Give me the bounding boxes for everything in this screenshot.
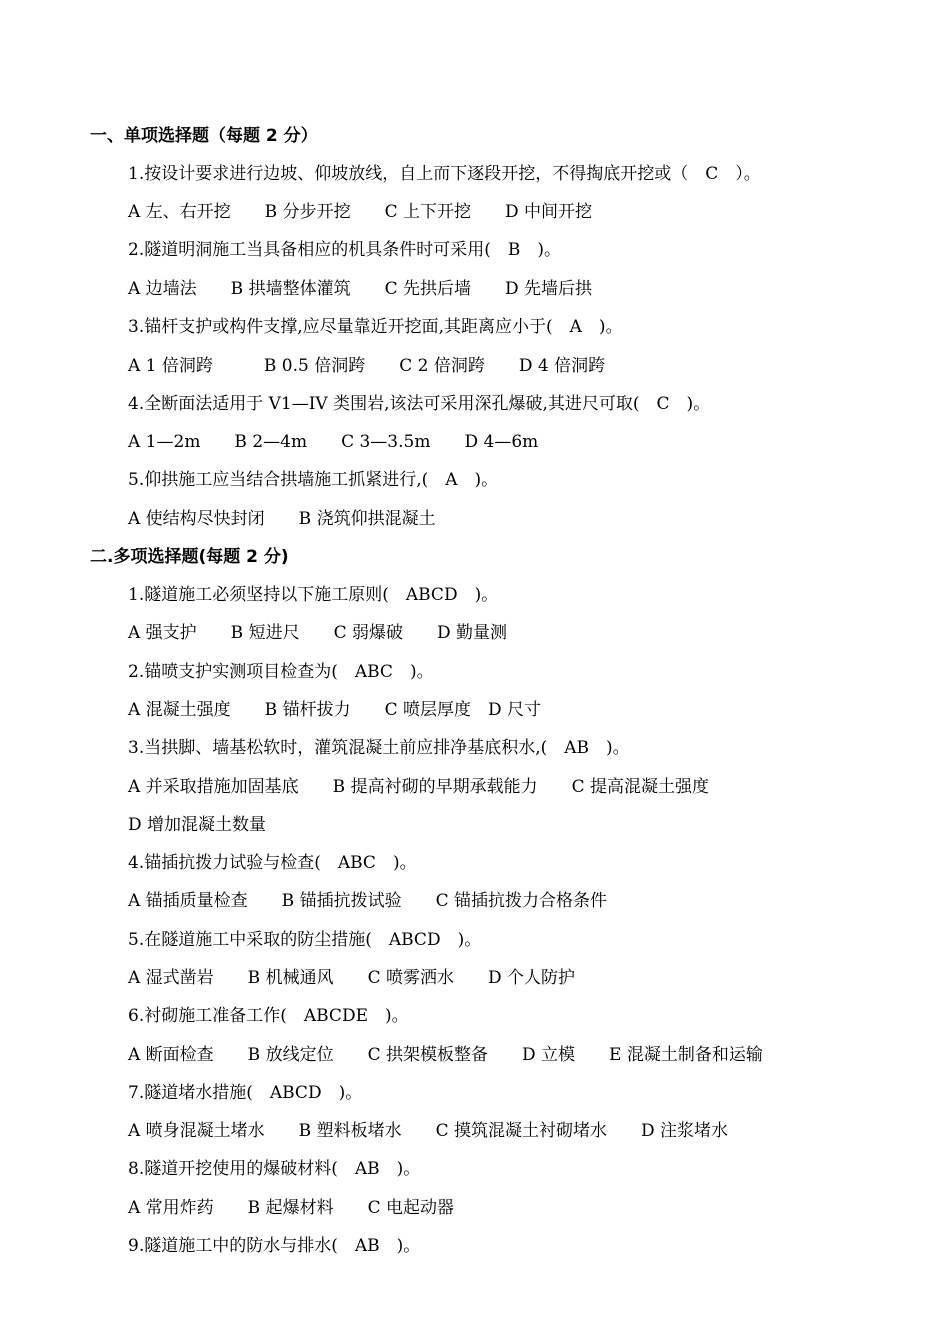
question-text: 8.隧道开挖使用的爆破材料( AB )。 [128,1159,421,1179]
answer-options: A 1 倍洞跨 B 0.5 倍洞跨 C 2 倍洞跨 D 4 倍洞跨 [128,356,606,376]
question-text: 9.隧道施工中的防水与排水( AB )。 [128,1236,421,1256]
answer-options: A 锚插质量检查 B 锚插抗拨试验 C 锚插抗拨力合格条件 [128,891,607,911]
answer-options: A 混凝土强度 B 锚杆拔力 C 喷层厚度 D 尺寸 [128,700,542,720]
answer-options: A 常用炸药 B 起爆材料 C 电起动器 [128,1198,454,1218]
answer-options: A 并采取措施加固基底 B 提高衬砌的早期承载能力 C 提高混凝土强度 [128,777,709,797]
answer-options: A 1—2m B 2—4m C 3—3.5m D 4—6m [128,432,539,452]
question-text: 4.锚插抗拨力试验与检查( ABC )。 [128,853,417,873]
question-text: 6.衬砌施工准备工作( ABCDE )。 [128,1006,409,1026]
section-heading: 二.多项选择题(每题 2 分) [90,547,289,567]
question-text: 3.锚杆支护或构件支撑,应尽量靠近开挖面,其距离应小于( A )。 [128,317,623,337]
question-text: 2.隧道明洞施工当具备相应的机具条件时可采用( B )。 [128,240,561,260]
answer-options: A 断面检查 B 放线定位 C 拱架模板整备 D 立模 E 混凝土制备和运输 [128,1045,763,1065]
question-text: 5.仰拱施工应当结合拱墙施工抓紧进行,( A )。 [128,470,499,490]
question-text: 2.锚喷支护实测项目检查为( ABC )。 [128,662,434,682]
answer-options: A 边墙法 B 拱墙整体灌筑 C 先拱后墙 D 先墙后拱 [128,279,593,299]
answer-options: A 左、右开挖 B 分步开挖 C 上下开挖 D 中间开挖 [128,202,593,222]
question-text: 7.隧道堵水措施( ABCD )。 [128,1083,363,1103]
answer-options: A 使结构尽快封闭 B 浇筑仰拱混凝土 [128,509,436,529]
question-text: 1.按设计要求进行边坡、仰坡放线，自上而下逐段开挖，不得掏底开挖或（ C ）。 [128,164,761,184]
question-text: 3.当拱脚、墙基松软时，灌筑混凝土前应排净基底积水,( AB )。 [128,738,630,758]
answer-options: A 强支护 B 短进尺 C 弱爆破 D 勤量测 [128,623,508,643]
section-heading: 一、单项选择题（每题 2 分） [90,126,318,146]
question-text: 4.全断面法适用于 V1—IV 类围岩,该法可采用深孔爆破,其进尺可取( C )。 [128,394,711,414]
answer-options: A 湿式凿岩 B 机械通风 C 喷雾洒水 D 个人防护 [128,968,576,988]
question-text: 1.隧道施工必须坚持以下施工原则( ABCD )。 [128,585,499,605]
question-text: 5.在隧道施工中采取的防尘措施( ABCD )。 [128,930,482,950]
answer-options: D 增加混凝土数量 [128,815,267,835]
answer-options: A 喷身混凝土堵水 B 塑料板堵水 C 摸筑混凝土衬砌堵水 D 注浆堵水 [128,1121,729,1141]
